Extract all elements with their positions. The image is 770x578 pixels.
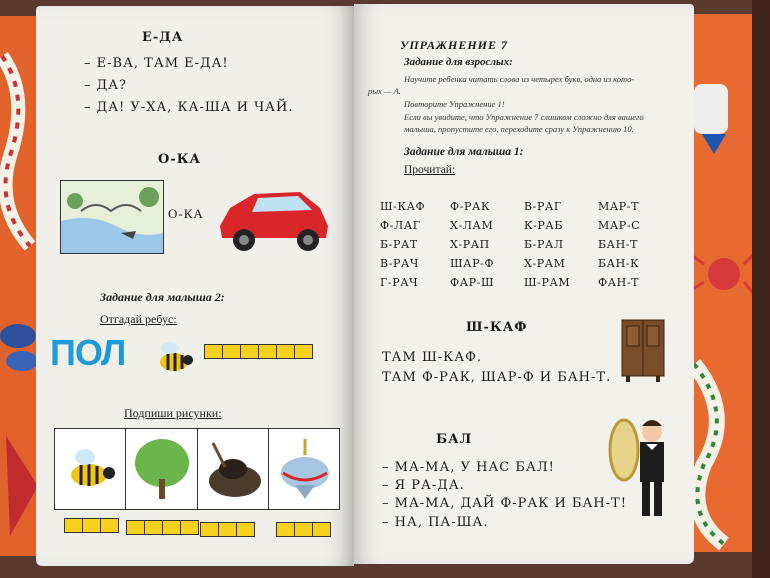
adult-instruction: Если вы увидите, что Упражнение 7 слишком сложно для вашего <box>404 112 644 122</box>
word-cell: ШАР-Ф <box>450 257 495 270</box>
wardrobe-icon <box>618 316 668 384</box>
word-cell: Х-ЛАМ <box>450 219 494 232</box>
kid-task-heading: Задание для малыша 1: <box>404 146 524 158</box>
word-cell: БАН-Т <box>598 238 639 251</box>
red-car-icon <box>214 186 332 252</box>
word-cell: Ф-ЛАГ <box>380 219 421 232</box>
bee-icon <box>59 437 121 501</box>
adult-task-heading: Задание для взрослых: <box>404 56 513 68</box>
bee-icon <box>148 338 198 378</box>
rebus-word: ПОЛ <box>50 332 126 373</box>
mole-icon <box>203 435 265 503</box>
adult-instruction: Повторите Упражнение 1! <box>404 99 505 109</box>
adult-instruction: рых — А. <box>368 86 401 96</box>
left-page <box>36 6 354 566</box>
rebus-answer-boxes[interactable] <box>204 344 313 359</box>
poem-line: – Я РА-ДА. <box>382 478 465 493</box>
word-cell: К-РАБ <box>524 219 564 232</box>
word-cell: МАР-С <box>598 219 641 232</box>
read-label: Прочитай: <box>404 164 456 176</box>
word-cell: В-РАЧ <box>380 257 420 270</box>
decorations-icon <box>684 14 756 552</box>
poem-line: – НА, ПА-ША. <box>382 515 489 530</box>
rebus-label: Отгадай ребус: <box>100 312 177 326</box>
right-decorative-band <box>684 14 756 552</box>
section-title: О-КА <box>158 152 202 167</box>
answer-boxes-2[interactable] <box>126 520 199 535</box>
poem-title: Ш-КАФ <box>466 320 528 335</box>
poem-line: – Е-ВА, ТАМ Е-ДА! <box>84 56 229 71</box>
river-bridge-icon <box>61 181 163 253</box>
adult-instruction: малыша, пропустите его, переходите сразу к Упражнению 10. <box>404 124 634 134</box>
answer-boxes-3[interactable] <box>200 522 255 537</box>
poem-line: – МА-МА, ДАЙ Ф-РАК И БАН-Т! <box>382 496 627 511</box>
word-cell: Ф-РАК <box>450 200 491 213</box>
spinning-top-icon <box>275 435 335 503</box>
word-cell: ФАР-Ш <box>450 276 495 289</box>
exercise-title: УПРАЖНЕНИЕ 7 <box>400 38 508 52</box>
book-cover-edge <box>752 0 770 578</box>
river-caption: О-КА <box>168 206 204 221</box>
willow-tree-icon <box>131 435 193 503</box>
word-cell: БАН-К <box>598 257 640 270</box>
word-cell: Ш-РАМ <box>524 276 571 289</box>
word-cell: МАР-Т <box>598 200 640 213</box>
poem-title: Е-ДА <box>142 30 184 45</box>
word-cell: В-РАГ <box>524 200 562 213</box>
word-cell: Ш-КАФ <box>380 200 426 213</box>
boy-with-mirror-icon <box>606 406 678 530</box>
poem-line: ТАМ Ш-КАФ. <box>382 350 483 365</box>
poem-line: – ДА? <box>84 78 128 93</box>
poem-line: ТАМ Ф-РАК, ШАР-Ф И БАН-Т. <box>382 370 612 385</box>
answer-boxes-4[interactable] <box>276 522 331 537</box>
word-cell: Х-РАП <box>450 238 490 251</box>
answer-boxes-1[interactable] <box>64 518 119 533</box>
poem-title: БАЛ <box>436 432 473 447</box>
task-heading: Задание для малыша 2: <box>100 290 225 304</box>
word-cell: ФАН-Т <box>598 276 640 289</box>
sign-label: Подпиши рисунки: <box>124 406 222 420</box>
adult-instruction: Научите ребенка читать слова из четырех букв, одна из кото- <box>404 74 635 84</box>
word-cell: Х-РАМ <box>524 257 566 270</box>
word-cell: Б-РАЛ <box>524 238 564 251</box>
word-cell: Б-РАТ <box>380 238 418 251</box>
word-cell: Г-РАЧ <box>380 276 419 289</box>
right-page <box>354 4 694 564</box>
poem-line: – МА-МА, У НАС БАЛ! <box>382 460 555 475</box>
poem-line: – ДА! У-ХА, КА-ША И ЧАЙ. <box>84 100 294 115</box>
picture-strip <box>54 428 340 510</box>
river-picture <box>60 180 164 254</box>
